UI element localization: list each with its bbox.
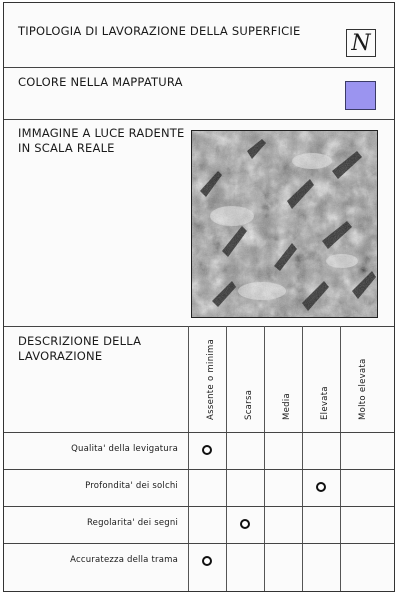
column-header-label: Scarsa — [244, 389, 254, 420]
divider — [4, 326, 394, 327]
column-header-label: Elevata — [320, 386, 330, 420]
column-header-label: Molto elevata — [358, 358, 368, 420]
rating-mark — [240, 519, 250, 529]
column-header — [226, 329, 264, 429]
column-header — [188, 329, 226, 429]
color-label: COLORE NELLA MAPPATURA — [18, 75, 183, 89]
table-row-label: Regolarita' dei segni — [86, 518, 178, 528]
divider — [4, 67, 394, 68]
table-row-divider — [4, 543, 394, 544]
divider — [4, 119, 394, 120]
sheet-title: TIPOLOGIA DI LAVORAZIONE DELLA SUPERFICIE — [18, 24, 301, 38]
code-letter: N — [351, 31, 371, 56]
color-swatch — [345, 81, 376, 110]
table-row-divider — [4, 506, 394, 507]
raking-light-texture-image — [191, 130, 378, 318]
rating-mark — [202, 556, 212, 566]
column-header-label: Assente o minima — [206, 338, 216, 420]
technical-sheet — [3, 2, 395, 592]
table-row-divider — [4, 469, 394, 470]
column-header-label: Media — [282, 392, 292, 420]
rating-mark — [316, 482, 326, 492]
rating-mark — [202, 445, 212, 455]
table-row-label: Qualita' della levigatura — [71, 444, 178, 454]
column-header — [340, 329, 378, 429]
image-label: IMMAGINE A LUCE RADENTE IN SCALA REALE — [18, 126, 185, 155]
column-header — [302, 329, 340, 429]
column-header — [264, 329, 302, 429]
table-row-label: Accuratezza della trama — [70, 555, 178, 565]
code-letter-box — [346, 29, 376, 57]
table-row-label: Profondita' dei solchi — [85, 481, 178, 491]
table-row-divider — [4, 432, 394, 433]
description-label: DESCRIZIONE DELLA LAVORAZIONE — [18, 334, 142, 363]
